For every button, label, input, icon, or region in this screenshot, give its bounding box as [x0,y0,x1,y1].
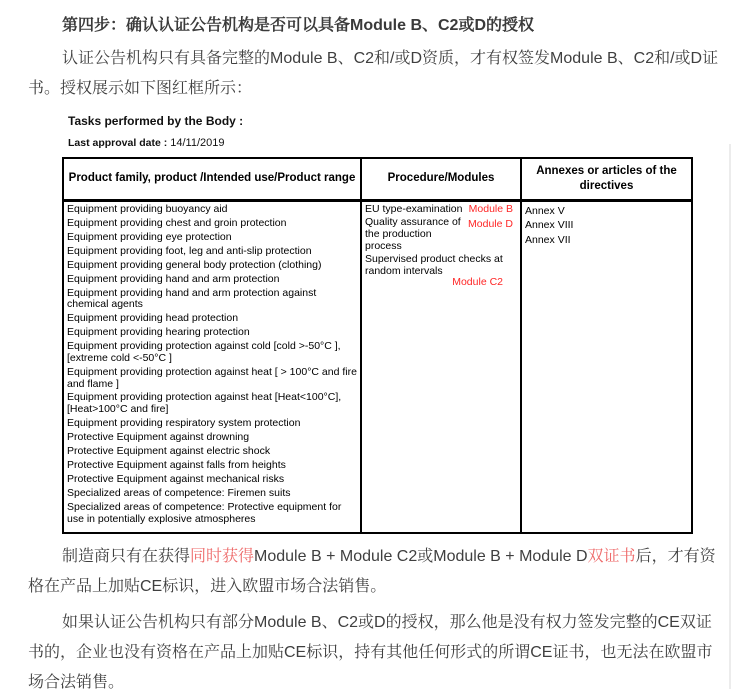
procedure-entry [365,217,517,252]
authorization-table [62,157,693,534]
product-item: Equipment providing head protection [67,312,239,325]
annex-item: Annex VIII [525,219,574,232]
section-title: 第四步：确认认证公告机构是否可以具备Module B、C2或D的授权 [62,17,535,34]
last-approval-line [68,137,731,149]
last-approval-label: Last approval date : [68,137,168,149]
procedure-entry [365,254,517,289]
product-item: Protective Equipment against electric shock [67,445,271,458]
table-body-row [63,200,692,532]
tasks-performed-label: Tasks performed by the Body : [68,114,244,128]
procedure-text: EU type-examination [365,202,463,215]
module-b-tag: Module B [468,202,513,215]
product-item: Equipment providing hand and arm protection [67,272,280,285]
product-item: Equipment providing foot, leg and anti-slip protection [67,244,312,257]
product-item: Equipment providing protection against cold [cold >-50°C ], [extreme cold <-50°C ] [67,340,341,364]
header-annexes: Annexes or articles of the directives [521,158,692,200]
p1-text: 后，才有资格在产品上加贴CE标识，进入欧盟市场合法销售。 [28,547,716,595]
intro-paragraph: 认证公告机构只有具备完整的Module B、C2和/或D资质，才有权签发Module B、C2和/或D证书。授权展示如下图红框所示： [28,50,719,97]
notified-body-figure [62,114,731,534]
annex-item: Annex V [525,204,565,217]
conclusion-paragraph-2: 如果认证公告机构只有部分Module B、C2或D的授权，那么他是没有权力签发完整的CE双证书的，企业也没有资格在产品上加贴CE标识，持有其他任何形式的所谓CE证书，也无法在欧盟市场合法销售。 [28,613,713,691]
p1-red-highlight: 同时获得 [190,547,255,565]
article-page [0,14,731,689]
annex-item: Annex VII [525,233,571,246]
p1-red-highlight: 双证书 [587,547,636,565]
product-item: Equipment providing protection against heat [ > 100°C and fire and flame ] [67,365,357,390]
table-header-row [63,158,692,200]
module-d-tag: Module D [468,218,513,231]
p1-text: 制造商只有在获得 [62,547,191,565]
procedure-text: Quality assurance of the production process [365,216,461,252]
annexes-cell [521,200,692,532]
conclusion-paragraph-1 [28,542,720,602]
module-c2-tag: Module C2 [452,276,503,289]
p1-text: Module B + Module C2或Module B + Module D [254,547,588,565]
product-item: Equipment providing eye protection [67,230,232,243]
product-item: Protective Equipment against falls from heights [67,459,286,472]
product-item: Equipment providing hand and arm protection against chemical agents [67,286,317,311]
product-item: Equipment providing respiratory system protection [67,417,301,430]
procedure-entry [365,204,517,216]
product-item: Equipment providing chest and groin protection [67,216,287,229]
header-product-family: Product family, product /Intended use/Product range [63,158,361,200]
product-item: Specialized areas of competence: Protective equipment for use in potentially explosive atmospheres [67,500,342,525]
procedure-text: Supervised product checks at random intervals [365,253,503,277]
last-approval-date: 14/11/2019 [170,137,225,149]
product-item: Protective Equipment against mechanical risks [67,473,285,485]
product-family-cell [63,200,361,532]
product-item: Equipment providing protection against heat [Heat<100°C], [Heat>100°C and fire] [67,391,342,416]
product-item: Protective Equipment against drowning [67,431,250,444]
procedure-modules-cell [361,200,521,532]
header-procedure-modules: Procedure/Modules [361,158,521,200]
product-item: Equipment providing buoyancy aid [67,202,228,215]
product-item: Specialized areas of competence: Firemen suits [67,486,291,499]
product-item: Equipment providing general body protection (clothing) [67,258,322,271]
product-item: Equipment providing hearing protection [67,326,250,339]
